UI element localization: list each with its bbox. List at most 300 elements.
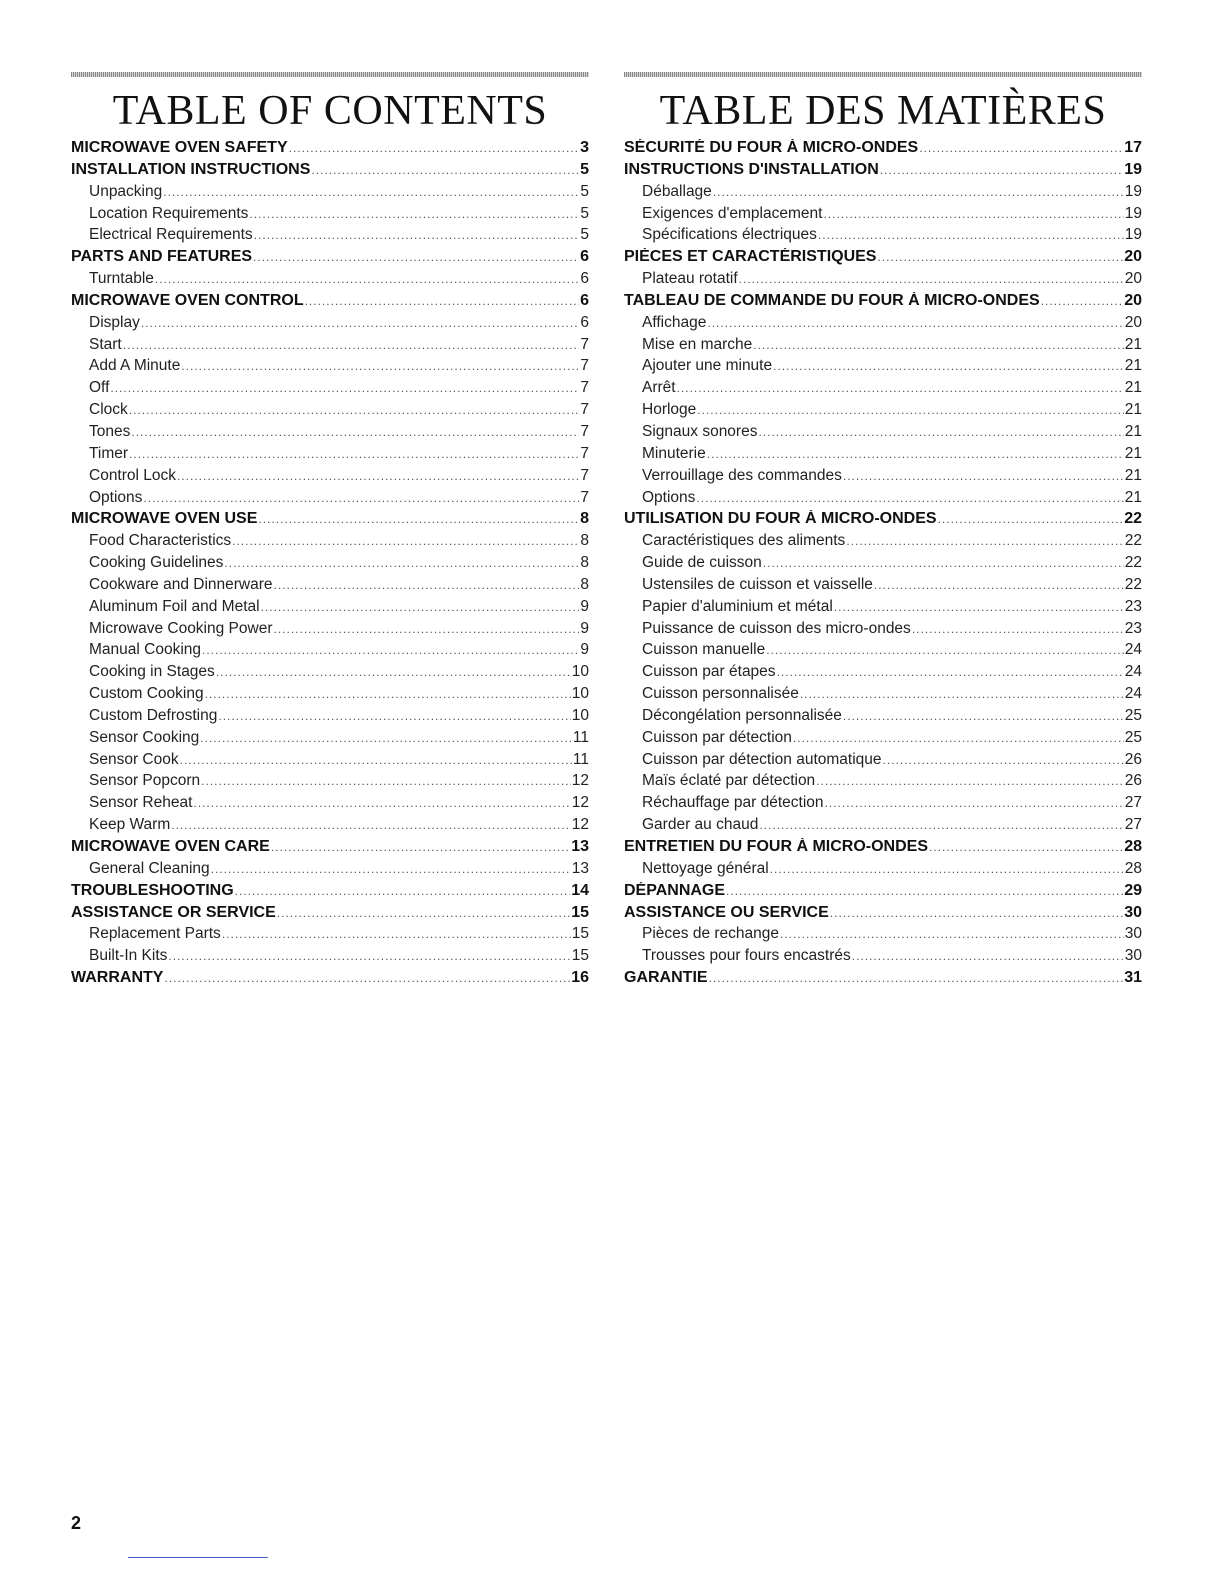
toc-subsection-entry[interactable] bbox=[71, 270, 589, 292]
toc-subsection-entry[interactable] bbox=[71, 314, 589, 336]
toc-entry-page: 21 bbox=[1124, 422, 1142, 440]
toc-entry-label: Microwave Cooking Power bbox=[89, 619, 273, 637]
dot-leader bbox=[235, 884, 571, 898]
toc-entry-label: ASSISTANCE OU SERVICE bbox=[624, 903, 829, 921]
dot-leader bbox=[110, 381, 579, 395]
toc-entry-page: 14 bbox=[571, 881, 589, 899]
toc-subsection-entry[interactable] bbox=[624, 357, 1142, 379]
toc-section-entry[interactable] bbox=[71, 292, 589, 314]
toc-title-fr: TABLE DES MATIÈRES bbox=[659, 88, 1107, 134]
toc-entry-label: Options bbox=[642, 488, 696, 506]
toc-entry-label: Caractéristiques des aliments bbox=[642, 532, 846, 550]
toc-french-column bbox=[624, 72, 1142, 991]
toc-entry-label: Ajouter une minute bbox=[642, 357, 773, 375]
toc-entry-page: 30 bbox=[1124, 903, 1142, 921]
toc-subsection-entry[interactable] bbox=[624, 794, 1142, 816]
toc-subsection-entry[interactable] bbox=[71, 554, 589, 576]
dot-leader bbox=[846, 534, 1123, 548]
toc-entry-page: 21 bbox=[1124, 466, 1142, 484]
toc-entry-page: 8 bbox=[580, 575, 589, 593]
dot-leader bbox=[305, 294, 580, 308]
dot-leader bbox=[912, 622, 1124, 636]
toc-entry-page: 21 bbox=[1124, 357, 1142, 375]
toc-list-fr bbox=[624, 139, 1142, 991]
toc-entry-label: Sensor Cook bbox=[89, 750, 179, 768]
toc-subsection-entry[interactable] bbox=[624, 336, 1142, 358]
toc-subsection-entry[interactable] bbox=[624, 925, 1142, 947]
dot-leader bbox=[249, 207, 579, 221]
toc-entry-page: 23 bbox=[1124, 619, 1142, 637]
toc-entry-page: 15 bbox=[571, 925, 589, 943]
dot-leader bbox=[129, 403, 580, 417]
toc-entry-label: Food Characteristics bbox=[89, 532, 232, 550]
toc-entry-label: Start bbox=[89, 335, 122, 353]
toc-entry-label: Turntable bbox=[89, 270, 154, 288]
toc-entry-page: 19 bbox=[1124, 226, 1142, 244]
dot-leader bbox=[254, 228, 580, 242]
toc-subsection-entry[interactable] bbox=[624, 641, 1142, 663]
toc-entry-page: 3 bbox=[580, 139, 589, 156]
toc-entry-label: Options bbox=[89, 488, 143, 506]
toc-entry-page: 11 bbox=[572, 728, 589, 746]
toc-subsection-entry[interactable] bbox=[71, 925, 589, 947]
toc-entry-label: Clock bbox=[89, 401, 128, 419]
dot-leader bbox=[271, 840, 570, 854]
dot-leader bbox=[163, 185, 579, 199]
toc-entry-label: Affichage bbox=[642, 313, 707, 331]
toc-entry-label: Sensor Popcorn bbox=[89, 772, 201, 790]
dot-leader bbox=[938, 512, 1124, 526]
dot-leader bbox=[834, 600, 1124, 614]
toc-subsection-entry[interactable] bbox=[71, 336, 589, 358]
toc-entry-label: Signaux sonores bbox=[642, 422, 758, 440]
toc-subsection-entry[interactable] bbox=[71, 947, 589, 969]
toc-entry-page: 5 bbox=[580, 182, 589, 200]
dot-leader bbox=[919, 141, 1123, 155]
toc-section-entry[interactable] bbox=[71, 969, 589, 991]
dot-leader bbox=[261, 600, 580, 614]
dot-leader bbox=[201, 774, 571, 788]
dot-leader bbox=[129, 447, 579, 461]
toc-entry-page: 27 bbox=[1124, 816, 1142, 834]
dot-leader bbox=[200, 731, 572, 745]
toc-entry-label: PIÈCES ET CARACTÉRISTIQUES bbox=[624, 248, 877, 266]
toc-entry-label: GARANTIE bbox=[624, 969, 708, 987]
dot-leader bbox=[852, 949, 1124, 963]
toc-subsection-entry[interactable] bbox=[624, 379, 1142, 401]
toc-entry-page: 21 bbox=[1124, 335, 1142, 353]
toc-entry-page: 10 bbox=[571, 685, 589, 703]
dot-leader bbox=[773, 359, 1124, 373]
toc-subsection-entry[interactable] bbox=[71, 576, 589, 598]
dot-leader bbox=[696, 491, 1123, 505]
toc-entry-page: 24 bbox=[1124, 685, 1142, 703]
toc-subsection-entry[interactable] bbox=[624, 314, 1142, 336]
dot-leader bbox=[168, 949, 570, 963]
toc-subsection-entry[interactable] bbox=[624, 663, 1142, 685]
toc-entry-label: Trousses pour fours encastrés bbox=[642, 947, 851, 965]
dot-leader bbox=[211, 862, 571, 876]
toc-subsection-entry[interactable] bbox=[624, 532, 1142, 554]
toc-entry-label: Cooking Guidelines bbox=[89, 554, 224, 572]
header-rule bbox=[71, 72, 589, 77]
toc-entry-label: Exigences d'emplacement bbox=[642, 204, 823, 222]
toc-subsection-entry[interactable] bbox=[624, 423, 1142, 445]
toc-entry-page: 22 bbox=[1124, 575, 1142, 593]
toc-entry-page: 10 bbox=[571, 706, 589, 724]
toc-entry-page: 31 bbox=[1124, 969, 1142, 987]
dot-leader bbox=[707, 447, 1124, 461]
dot-leader bbox=[205, 687, 571, 701]
toc-entry-page: 9 bbox=[580, 641, 589, 659]
toc-subsection-entry[interactable] bbox=[624, 576, 1142, 598]
toc-entry-label: Garder au chaud bbox=[642, 816, 759, 834]
toc-subsection-entry[interactable] bbox=[71, 226, 589, 248]
toc-entry-label: Add A Minute bbox=[89, 357, 181, 375]
toc-entry-label: Mise en marche bbox=[642, 335, 753, 353]
dot-leader bbox=[713, 185, 1124, 199]
dot-leader bbox=[697, 403, 1123, 417]
dot-leader bbox=[258, 512, 579, 526]
toc-subsection-entry[interactable] bbox=[71, 860, 589, 882]
toc-entry-page: 25 bbox=[1124, 706, 1142, 724]
toc-subsection-entry[interactable] bbox=[624, 860, 1142, 882]
toc-entry-page: 10 bbox=[571, 663, 589, 681]
dot-leader bbox=[707, 316, 1123, 330]
toc-subsection-entry[interactable] bbox=[71, 772, 589, 794]
toc-entry-page: 5 bbox=[580, 160, 589, 178]
dot-leader bbox=[709, 971, 1124, 985]
toc-entry-label: TABLEAU DE COMMANDE DU FOUR À MICRO-ONDES bbox=[624, 291, 1040, 309]
toc-entry-label: Sensor Reheat bbox=[89, 794, 193, 812]
toc-entry-label: DÉPANNAGE bbox=[624, 881, 726, 899]
toc-section-entry[interactable] bbox=[71, 161, 589, 183]
toc-entry-label: Verrouillage des commandes bbox=[642, 466, 842, 484]
toc-entry-page: 7 bbox=[580, 357, 589, 375]
toc-entry-label: Minuterie bbox=[642, 444, 706, 462]
toc-subsection-entry[interactable] bbox=[624, 729, 1142, 751]
toc-entry-page: 24 bbox=[1124, 663, 1142, 681]
toc-section-entry[interactable] bbox=[71, 838, 589, 860]
toc-section-entry[interactable] bbox=[624, 838, 1142, 860]
toc-entry-label: Puissance de cuisson des micro-ondes bbox=[642, 619, 911, 637]
toc-entry-page: 8 bbox=[580, 510, 589, 528]
toc-subsection-entry[interactable] bbox=[71, 707, 589, 729]
toc-subsection-entry[interactable] bbox=[71, 467, 589, 489]
toc-subsection-entry[interactable] bbox=[624, 183, 1142, 205]
toc-subsection-entry[interactable] bbox=[624, 620, 1142, 642]
dot-leader bbox=[171, 818, 570, 832]
toc-entry-label: WARRANTY bbox=[71, 969, 164, 987]
toc-entry-label: Cooking in Stages bbox=[89, 663, 215, 681]
dot-leader bbox=[677, 381, 1124, 395]
toc-entry-label: SÉCURITÉ DU FOUR À MICRO-ONDES bbox=[624, 139, 919, 156]
toc-subsection-entry[interactable] bbox=[624, 772, 1142, 794]
toc-entry-label: MICROWAVE OVEN CONTROL bbox=[71, 291, 304, 309]
toc-entry-page: 6 bbox=[580, 291, 589, 309]
toc-entry-label: UTILISATION DU FOUR À MICRO-ONDES bbox=[624, 510, 937, 528]
toc-subsection-entry[interactable] bbox=[71, 794, 589, 816]
toc-subsection-entry[interactable] bbox=[71, 489, 589, 511]
dot-leader bbox=[289, 141, 579, 155]
dot-leader bbox=[758, 425, 1123, 439]
toc-entry-label: Sensor Cooking bbox=[89, 728, 200, 746]
toc-entry-label: PARTS AND FEATURES bbox=[71, 248, 253, 266]
dot-leader bbox=[274, 622, 580, 636]
toc-entry-page: 21 bbox=[1124, 379, 1142, 397]
toc-entry-page: 12 bbox=[571, 772, 589, 790]
toc-subsection-entry[interactable] bbox=[71, 205, 589, 227]
toc-entry-label: Déballage bbox=[642, 182, 712, 200]
toc-section-entry[interactable] bbox=[71, 904, 589, 926]
toc-entry-page: 7 bbox=[580, 335, 589, 353]
toc-entry-label: MICROWAVE OVEN USE bbox=[71, 510, 258, 528]
dot-leader bbox=[739, 272, 1124, 286]
toc-entry-label: Aluminum Foil and Metal bbox=[89, 597, 260, 615]
toc-subsection-entry[interactable] bbox=[71, 685, 589, 707]
dot-leader bbox=[202, 643, 579, 657]
toc-entry-page: 21 bbox=[1124, 401, 1142, 419]
toc-entry-page: 8 bbox=[580, 554, 589, 572]
toc-section-entry[interactable] bbox=[71, 882, 589, 904]
toc-entry-label: Maïs éclaté par détection bbox=[642, 772, 816, 790]
toc-subsection-entry[interactable] bbox=[624, 489, 1142, 511]
toc-subsection-entry[interactable] bbox=[71, 445, 589, 467]
dot-leader bbox=[141, 316, 580, 330]
toc-entry-page: 7 bbox=[580, 401, 589, 419]
toc-title-en: TABLE OF CONTENTS bbox=[112, 88, 548, 134]
toc-subsection-entry[interactable] bbox=[624, 445, 1142, 467]
toc-entry-label: Off bbox=[89, 379, 110, 397]
toc-entry-page: 20 bbox=[1124, 313, 1142, 331]
toc-subsection-entry[interactable] bbox=[624, 751, 1142, 773]
dot-leader bbox=[877, 250, 1123, 264]
toc-entry-page: 11 bbox=[572, 750, 589, 768]
toc-section-entry[interactable] bbox=[624, 882, 1142, 904]
toc-entry-page: 22 bbox=[1124, 554, 1142, 572]
toc-entry-label: Built-In Kits bbox=[89, 947, 168, 965]
dot-leader bbox=[753, 338, 1123, 352]
dot-leader bbox=[843, 469, 1124, 483]
toc-subsection-entry[interactable] bbox=[624, 467, 1142, 489]
toc-entry-page: 24 bbox=[1124, 641, 1142, 659]
toc-subsection-entry[interactable] bbox=[624, 947, 1142, 969]
toc-entry-label: Manual Cooking bbox=[89, 641, 202, 659]
toc-entry-page: 22 bbox=[1124, 510, 1142, 528]
toc-subsection-entry[interactable] bbox=[71, 816, 589, 838]
dot-leader bbox=[874, 578, 1124, 592]
toc-entry-page: 13 bbox=[571, 859, 589, 877]
toc-entry-page: 23 bbox=[1124, 597, 1142, 615]
toc-entry-label: Réchauffage par détection bbox=[642, 794, 824, 812]
toc-entry-label: Electrical Requirements bbox=[89, 226, 253, 244]
toc-entry-page: 13 bbox=[571, 838, 589, 855]
toc-entry-page: 9 bbox=[580, 597, 589, 615]
toc-subsection-entry[interactable] bbox=[71, 620, 589, 642]
toc-entry-page: 26 bbox=[1124, 772, 1142, 790]
toc-entry-label: Replacement Parts bbox=[89, 925, 221, 943]
dot-leader bbox=[177, 469, 579, 483]
dot-leader bbox=[843, 709, 1124, 723]
toc-entry-label: Cuisson manuelle bbox=[642, 641, 766, 659]
toc-section-entry[interactable] bbox=[624, 292, 1142, 314]
toc-entry-label: INSTALLATION INSTRUCTIONS bbox=[71, 160, 311, 178]
toc-entry-page: 29 bbox=[1124, 881, 1142, 899]
toc-subsection-entry[interactable] bbox=[71, 183, 589, 205]
dot-leader bbox=[777, 665, 1124, 679]
dot-leader bbox=[818, 228, 1124, 242]
toc-entry-label: INSTRUCTIONS D'INSTALLATION bbox=[624, 160, 879, 178]
toc-subsection-entry[interactable] bbox=[71, 729, 589, 751]
dot-leader bbox=[216, 665, 571, 679]
dot-leader bbox=[880, 163, 1123, 177]
toc-entry-label: Custom Defrosting bbox=[89, 706, 218, 724]
dot-leader bbox=[763, 556, 1124, 570]
toc-entry-label: ENTRETIEN DU FOUR À MICRO-ONDES bbox=[624, 838, 928, 855]
toc-entry-label: ASSISTANCE OR SERVICE bbox=[71, 903, 276, 921]
toc-entry-label: Display bbox=[89, 313, 140, 331]
toc-entry-page: 7 bbox=[580, 466, 589, 484]
dot-leader bbox=[311, 163, 579, 177]
dot-leader bbox=[759, 818, 1123, 832]
toc-entry-label: TROUBLESHOOTING bbox=[71, 881, 234, 899]
toc-entry-label: MICROWAVE OVEN CARE bbox=[71, 838, 270, 855]
toc-entry-label: Control Lock bbox=[89, 466, 177, 484]
toc-subsection-entry[interactable] bbox=[624, 554, 1142, 576]
toc-entry-page: 30 bbox=[1124, 947, 1142, 965]
toc-section-entry[interactable] bbox=[624, 248, 1142, 270]
toc-entry-page: 22 bbox=[1124, 532, 1142, 550]
dot-leader bbox=[180, 753, 572, 767]
toc-entry-page: 6 bbox=[580, 313, 589, 331]
toc-subsection-entry[interactable] bbox=[71, 379, 589, 401]
toc-subsection-entry[interactable] bbox=[624, 685, 1142, 707]
toc-entry-page: 27 bbox=[1124, 794, 1142, 812]
toc-entry-label: MICROWAVE OVEN SAFETY bbox=[71, 139, 288, 156]
dot-leader bbox=[274, 578, 580, 592]
dot-leader bbox=[253, 250, 579, 264]
dot-leader bbox=[222, 927, 571, 941]
toc-entry-label: Plateau rotatif bbox=[642, 270, 738, 288]
toc-section-entry[interactable] bbox=[624, 904, 1142, 926]
toc-subsection-entry[interactable] bbox=[624, 226, 1142, 248]
toc-section-entry[interactable] bbox=[71, 510, 589, 532]
dot-leader bbox=[1041, 294, 1124, 308]
toc-entry-page: 15 bbox=[571, 947, 589, 965]
toc-entry-label: Timer bbox=[89, 444, 129, 462]
toc-section-entry[interactable] bbox=[624, 161, 1142, 183]
dot-leader bbox=[780, 927, 1124, 941]
dot-leader bbox=[232, 534, 579, 548]
toc-subsection-entry[interactable] bbox=[71, 357, 589, 379]
dot-leader bbox=[143, 491, 579, 505]
toc-entry-page: 28 bbox=[1124, 838, 1142, 855]
toc-subsection-entry[interactable] bbox=[71, 663, 589, 685]
toc-subsection-entry[interactable] bbox=[71, 401, 589, 423]
dot-leader bbox=[883, 753, 1124, 767]
toc-entry-page: 21 bbox=[1124, 444, 1142, 462]
dot-leader bbox=[825, 796, 1124, 810]
toc-entry-page: 12 bbox=[571, 794, 589, 812]
toc-subsection-entry[interactable] bbox=[624, 707, 1142, 729]
toc-entry-label: Tones bbox=[89, 422, 131, 440]
dot-leader bbox=[193, 796, 570, 810]
toc-entry-label: Horloge bbox=[642, 401, 697, 419]
toc-entry-label: Location Requirements bbox=[89, 204, 249, 222]
toc-subsection-entry[interactable] bbox=[624, 205, 1142, 227]
toc-entry-page: 16 bbox=[571, 969, 589, 987]
toc-english-column bbox=[71, 72, 589, 991]
toc-entry-label: Ustensiles de cuisson et vaisselle bbox=[642, 575, 873, 593]
toc-entry-label: Guide de cuisson bbox=[642, 554, 762, 572]
toc-entry-page: 19 bbox=[1124, 204, 1142, 222]
toc-section-entry[interactable] bbox=[624, 969, 1142, 991]
page-number: 2 bbox=[71, 1513, 82, 1533]
dot-leader bbox=[123, 338, 580, 352]
toc-entry-page: 25 bbox=[1124, 728, 1142, 746]
toc-subsection-entry[interactable] bbox=[71, 751, 589, 773]
dot-leader bbox=[726, 884, 1123, 898]
toc-subsection-entry[interactable] bbox=[71, 532, 589, 554]
toc-entry-page: 19 bbox=[1124, 160, 1142, 178]
toc-subsection-entry[interactable] bbox=[624, 816, 1142, 838]
toc-entry-label: Nettoyage général bbox=[642, 859, 769, 877]
toc-entry-page: 6 bbox=[580, 248, 589, 266]
toc-entry-label: Cuisson par détection bbox=[642, 728, 792, 746]
dot-leader bbox=[181, 359, 579, 373]
toc-subsection-entry[interactable] bbox=[624, 598, 1142, 620]
toc-entry-page: 20 bbox=[1124, 248, 1142, 266]
toc-section-entry[interactable] bbox=[624, 510, 1142, 532]
dot-leader bbox=[770, 862, 1124, 876]
dot-leader bbox=[766, 643, 1124, 657]
toc-entry-label: General Cleaning bbox=[89, 859, 210, 877]
dot-leader bbox=[131, 425, 579, 439]
dot-leader bbox=[929, 840, 1123, 854]
dot-leader bbox=[218, 709, 570, 723]
toc-subsection-entry[interactable] bbox=[71, 423, 589, 445]
toc-entry-label: Décongélation personnalisée bbox=[642, 706, 842, 724]
dot-leader bbox=[793, 731, 1124, 745]
toc-entry-label: Papier d'aluminium et métal bbox=[642, 597, 833, 615]
toc-subsection-entry[interactable] bbox=[71, 598, 589, 620]
toc-entry-page: 5 bbox=[580, 226, 589, 244]
dot-leader bbox=[155, 272, 579, 286]
toc-subsection-entry[interactable] bbox=[624, 401, 1142, 423]
toc-subsection-entry[interactable] bbox=[624, 270, 1142, 292]
toc-section-entry[interactable] bbox=[624, 139, 1142, 161]
toc-entry-page: 5 bbox=[580, 204, 589, 222]
toc-entry-label: Arrêt bbox=[642, 379, 676, 397]
toc-entry-page: 8 bbox=[580, 532, 589, 550]
toc-section-entry[interactable] bbox=[71, 248, 589, 270]
toc-entry-page: 21 bbox=[1124, 488, 1142, 506]
dot-leader bbox=[164, 971, 570, 985]
toc-entry-page: 6 bbox=[580, 270, 589, 288]
toc-entry-page: 7 bbox=[580, 488, 589, 506]
toc-entry-page: 19 bbox=[1124, 182, 1142, 200]
toc-list-en bbox=[71, 139, 589, 991]
toc-entry-page: 20 bbox=[1124, 270, 1142, 288]
toc-entry-page: 12 bbox=[571, 816, 589, 834]
toc-entry-page: 17 bbox=[1124, 139, 1142, 156]
dot-leader bbox=[800, 687, 1124, 701]
dot-leader bbox=[816, 774, 1124, 788]
dot-leader bbox=[277, 906, 570, 920]
toc-section-entry[interactable] bbox=[71, 139, 589, 161]
toc-entry-page: 26 bbox=[1124, 750, 1142, 768]
toc-subsection-entry[interactable] bbox=[71, 641, 589, 663]
